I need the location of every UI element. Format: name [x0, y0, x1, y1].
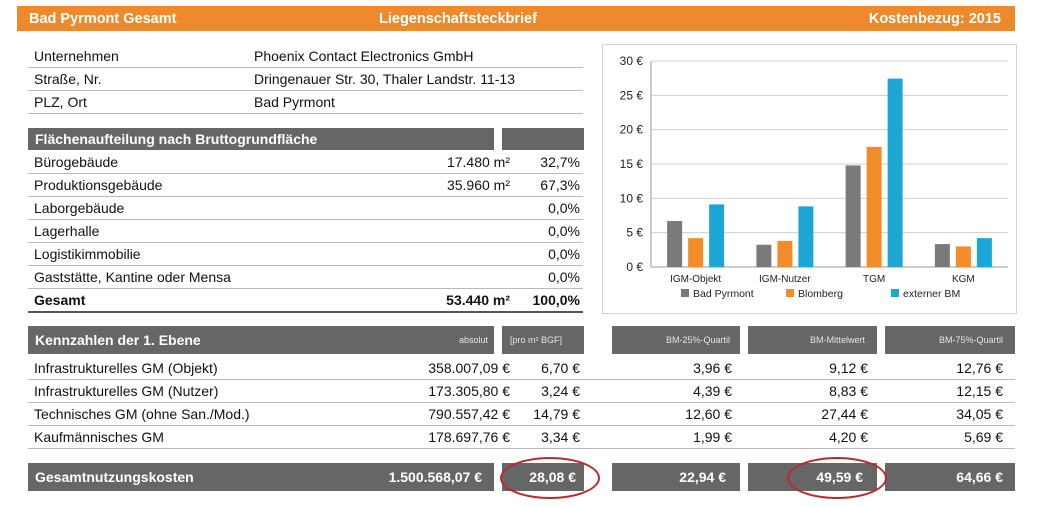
title-bar — [17, 6, 1015, 31]
col-pro-label: [pro m² BGF] — [510, 335, 563, 345]
x-tick-label: TGM — [863, 274, 886, 285]
area-value — [328, 220, 510, 242]
area-row — [28, 151, 583, 174]
chart-bar — [977, 238, 992, 267]
kz-q75: 12,76 € — [956, 360, 1003, 376]
area-row — [28, 266, 583, 289]
header-center: Liegenschaftsteckbrief — [379, 11, 537, 27]
total-q25: 22,94 € — [679, 469, 726, 485]
kz-q25: 3,96 € — [693, 360, 732, 376]
kz-absolut: 790.557,42 € — [428, 406, 510, 422]
x-tick-label: IGM-Objekt — [670, 274, 722, 285]
info-value: Dringenauer Str. 30, Thaler Landstr. 11-13 — [254, 71, 515, 87]
legend-label: Blomberg — [798, 288, 843, 300]
kz-absolut: 178.697,76 € — [428, 429, 510, 445]
col-q25-label: BM-25%-Quartil — [665, 335, 730, 345]
kz-label: Technisches GM (ohne San./Mod.) — [34, 406, 250, 422]
info-row — [28, 68, 583, 91]
y-tick-label: 25 € — [619, 88, 643, 103]
legend-swatch — [891, 289, 899, 297]
area-label: Produktionsgebäude — [34, 177, 163, 193]
info-row — [28, 45, 583, 68]
kz-pro: 3,34 € — [541, 429, 580, 445]
col-absolut-label: absolut — [458, 335, 488, 345]
area-value — [328, 243, 510, 265]
chart-bar — [667, 221, 682, 267]
kz-absolut: 173.305,80 € — [428, 383, 510, 399]
total-mean: 49,59 € — [816, 469, 863, 485]
area-row — [28, 174, 583, 197]
total-bar — [28, 463, 494, 491]
y-tick-label: 15 € — [619, 157, 643, 171]
y-tick-label: 20 € — [619, 122, 643, 137]
area-total-row — [28, 289, 583, 313]
kennzahlen-row — [28, 357, 1015, 380]
area-title: Flächenaufteilung nach Bruttogrundfläche — [35, 131, 318, 147]
kennzahlen-header-mean — [748, 326, 877, 354]
col-mean-label: BM-Mittelwert — [809, 335, 865, 345]
area-section-header — [28, 128, 494, 150]
chart-bar — [798, 206, 813, 267]
chart-bar — [846, 165, 861, 267]
area-percent: 67,3% — [540, 177, 580, 193]
kz-label: Kaufmännisches GM — [34, 429, 164, 445]
area-total-percent: 100,0% — [532, 292, 580, 308]
total-absolut: 1.500.568,07 € — [388, 469, 482, 485]
kennzahlen-row — [28, 426, 1015, 449]
cost-chart — [602, 44, 1017, 314]
chart-bar — [956, 246, 971, 267]
area-section-header-percent — [502, 128, 584, 150]
kennzahlen-header-q25 — [612, 326, 740, 354]
kennzahlen-title: Kennzahlen der 1. Ebene — [35, 332, 201, 348]
legend-swatch — [786, 289, 794, 297]
kz-label: Infrastrukturelles GM (Objekt) — [34, 360, 218, 376]
area-percent: 0,0% — [548, 200, 580, 216]
chart-bar — [709, 204, 724, 267]
area-total-value: 53.440 m² — [446, 292, 510, 308]
y-tick-label: 0 € — [626, 260, 643, 274]
kz-q25: 1,99 € — [693, 429, 732, 445]
total-label: Gesamtnutzungskosten — [35, 469, 194, 485]
y-tick-label: 30 € — [619, 54, 643, 68]
kennzahlen-row — [28, 380, 1015, 403]
highlight-oval-pro — [500, 457, 600, 499]
total-q75: 64,66 € — [956, 469, 1003, 485]
area-percent: 0,0% — [548, 269, 580, 285]
x-tick-label: KGM — [951, 274, 975, 285]
legend-label: externer BM — [903, 288, 961, 300]
kz-q75: 12,15 € — [956, 383, 1003, 399]
area-row — [28, 243, 583, 266]
info-label: Straße, Nr. — [34, 71, 102, 87]
area-percent: 0,0% — [548, 223, 580, 239]
info-label: PLZ, Ort — [34, 94, 87, 110]
area-value — [328, 266, 510, 288]
area-label: Bürogebäude — [34, 154, 119, 170]
area-percent: 32,7% — [540, 154, 580, 170]
area-row — [28, 220, 583, 243]
kennzahlen-header-pro — [502, 326, 584, 354]
legend-label: Bad Pyrmont — [693, 288, 754, 300]
kz-pro: 3,24 € — [541, 383, 580, 399]
y-tick-label: 10 € — [619, 191, 643, 206]
x-tick-label: IGM-Nutzer — [759, 274, 811, 285]
chart-bar — [756, 245, 771, 267]
area-row — [28, 197, 583, 220]
area-value — [328, 197, 510, 219]
area-percent: 0,0% — [548, 246, 580, 262]
info-label: Unternehmen — [34, 48, 119, 64]
kz-q25: 4,39 € — [693, 383, 732, 399]
kennzahlen-header — [28, 326, 494, 354]
chart-svg — [603, 45, 1016, 313]
kz-q25: 12,60 € — [685, 406, 732, 422]
total-q25-bar — [612, 463, 740, 491]
total-pro: 28,08 € — [529, 469, 576, 485]
area-label: Logistikimmobilie — [34, 246, 141, 262]
legend-swatch — [681, 289, 689, 297]
kennzahlen-row — [28, 403, 1015, 426]
chart-bar — [777, 241, 792, 267]
info-value: Bad Pyrmont — [254, 94, 335, 110]
info-value: Phoenix Contact Electronics GmbH — [254, 48, 474, 64]
kz-pro: 14,79 € — [533, 406, 580, 422]
kz-pro: 6,70 € — [541, 360, 580, 376]
chart-bar — [688, 238, 703, 267]
area-label: Laborgebäude — [34, 200, 125, 216]
kz-mean: 4,20 € — [829, 429, 868, 445]
kz-mean: 8,83 € — [829, 383, 868, 399]
kz-absolut: 358.007,09 € — [428, 360, 510, 376]
col-q75-label: BM-75%-Quartil — [938, 335, 1003, 345]
kz-q75: 34,05 € — [956, 406, 1003, 422]
area-total-label: Gesamt — [34, 292, 86, 308]
header-right: Kostenbezug: 2015 — [868, 11, 1001, 27]
info-row — [28, 91, 583, 114]
kz-label: Infrastrukturelles GM (Nutzer) — [34, 383, 219, 399]
chart-bar — [935, 244, 950, 267]
y-tick-label: 5 € — [626, 225, 643, 240]
total-q75-bar — [885, 463, 1015, 491]
area-value: 17.480 m² — [446, 154, 510, 170]
chart-bar — [888, 79, 903, 267]
area-value: 35.960 m² — [446, 177, 510, 193]
kz-mean: 27,44 € — [821, 406, 868, 422]
kz-q75: 5,69 € — [964, 429, 1003, 445]
chart-bar — [867, 147, 882, 267]
kz-mean: 9,12 € — [829, 360, 868, 376]
kennzahlen-header-q75 — [885, 326, 1015, 354]
area-label: Lagerhalle — [34, 223, 100, 239]
highlight-oval-mean — [787, 457, 887, 499]
area-label: Gaststätte, Kantine oder Mensa — [34, 269, 231, 285]
header-left: Bad Pyrmont Gesamt — [29, 11, 177, 27]
